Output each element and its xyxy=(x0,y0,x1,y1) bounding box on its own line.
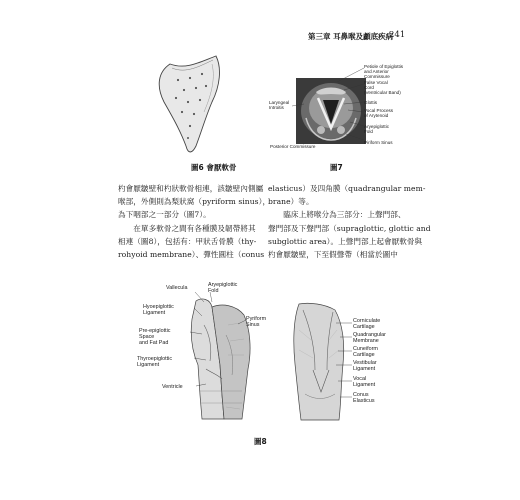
label-glottis: Glottis xyxy=(364,100,378,105)
text-line: brane）等。 xyxy=(268,197,314,207)
epiglottis-cartilage-illustration xyxy=(150,50,250,160)
body-text-left-column xyxy=(118,182,270,261)
label-hyoepiglottic-ligament: Hyoepiglottic Ligament xyxy=(143,304,174,316)
label-vocal-ligament: Vocal Ligament xyxy=(353,376,376,388)
figure6-caption: 圖6 會厭軟骨 xyxy=(191,163,237,172)
label-preepiglottic-space: Pre-epiglottic Space and Fat Pad xyxy=(139,328,171,346)
text-line: subglottic area）。上聲門部上起會厭軟骨與 xyxy=(268,236,423,246)
label-corniculate-cartilage: Corniculate Cartilage xyxy=(353,318,381,330)
text-line: 相連（圖8），包括有：甲狀舌骨膜（thy- xyxy=(118,236,257,246)
label-vestibular-ligament: Vestibular Ligament xyxy=(353,360,377,372)
body-text-right-column xyxy=(268,182,431,261)
text-line: 聲門部及下聲門部（supraglottic, glottic and xyxy=(268,223,431,233)
text-line: 臨床上將喉分為三部分：上聲門部、 xyxy=(268,210,406,220)
label-laryngeal-introitis: Laryngeal Introitis xyxy=(269,100,290,110)
label-vocal-process: Vocal Process of Arytenoid xyxy=(364,108,394,118)
label-conus-elasticus: Conus Elasticus xyxy=(353,392,375,404)
label-thyroepiglottic-ligament: Thyroepiglottic Ligament xyxy=(137,356,173,368)
figure8-caption: 圖8 xyxy=(254,437,267,446)
text-line: elasticus）及四角膜（quadrangular mem- xyxy=(268,184,426,193)
text-line: 杓會厭皺壁，下至假聲帶（相當於圖中 xyxy=(268,250,398,260)
page-number: 241 xyxy=(389,30,406,40)
label-false-vocal-cord: False Vocal Cord (Ventricular Band) xyxy=(364,80,401,95)
label-posterior-commissure: Posterior Commissure xyxy=(270,144,316,149)
label-petiole: Petiole of Epiglottis and Anterior Commissure xyxy=(364,64,404,79)
running-head: 第三章 耳鼻喉及顱底疾病 xyxy=(308,32,394,41)
label-quadrangular-membrane: Quadrangular Membrane xyxy=(353,332,386,344)
text-line: 在單多軟骨之間有各種膜及韌帶將其 xyxy=(118,223,256,233)
text-line: rohyoid membrane）、彈性圓柱（conus xyxy=(118,250,265,260)
label-pyriform-sinus: Piriform Sinus xyxy=(364,140,393,145)
figure7-caption: 圖7 xyxy=(330,163,343,172)
label-pyriform-sinus-8: Pyriform Sinus xyxy=(246,316,267,328)
text-line: 為下咽部之一部分（圖7）。 xyxy=(118,210,211,220)
text-line: 喉部，外側則為梨狀窩（pyriform sinus）， xyxy=(118,197,271,207)
label-aryepiglottic-fold: Aryepiglottic Fold xyxy=(364,124,390,134)
text-line: 杓會厭皺壁和杓狀軟骨相連，該皺壁內側屬 xyxy=(118,184,264,193)
label-ventricle: Ventricle xyxy=(162,384,183,390)
label-cuneiform-cartilage: Cuneiform Cartilage xyxy=(353,346,378,358)
label-vallecula: Vallecula xyxy=(166,285,188,291)
label-aryepiglottic-fold-8: Aryepiglottic Fold xyxy=(208,282,238,294)
